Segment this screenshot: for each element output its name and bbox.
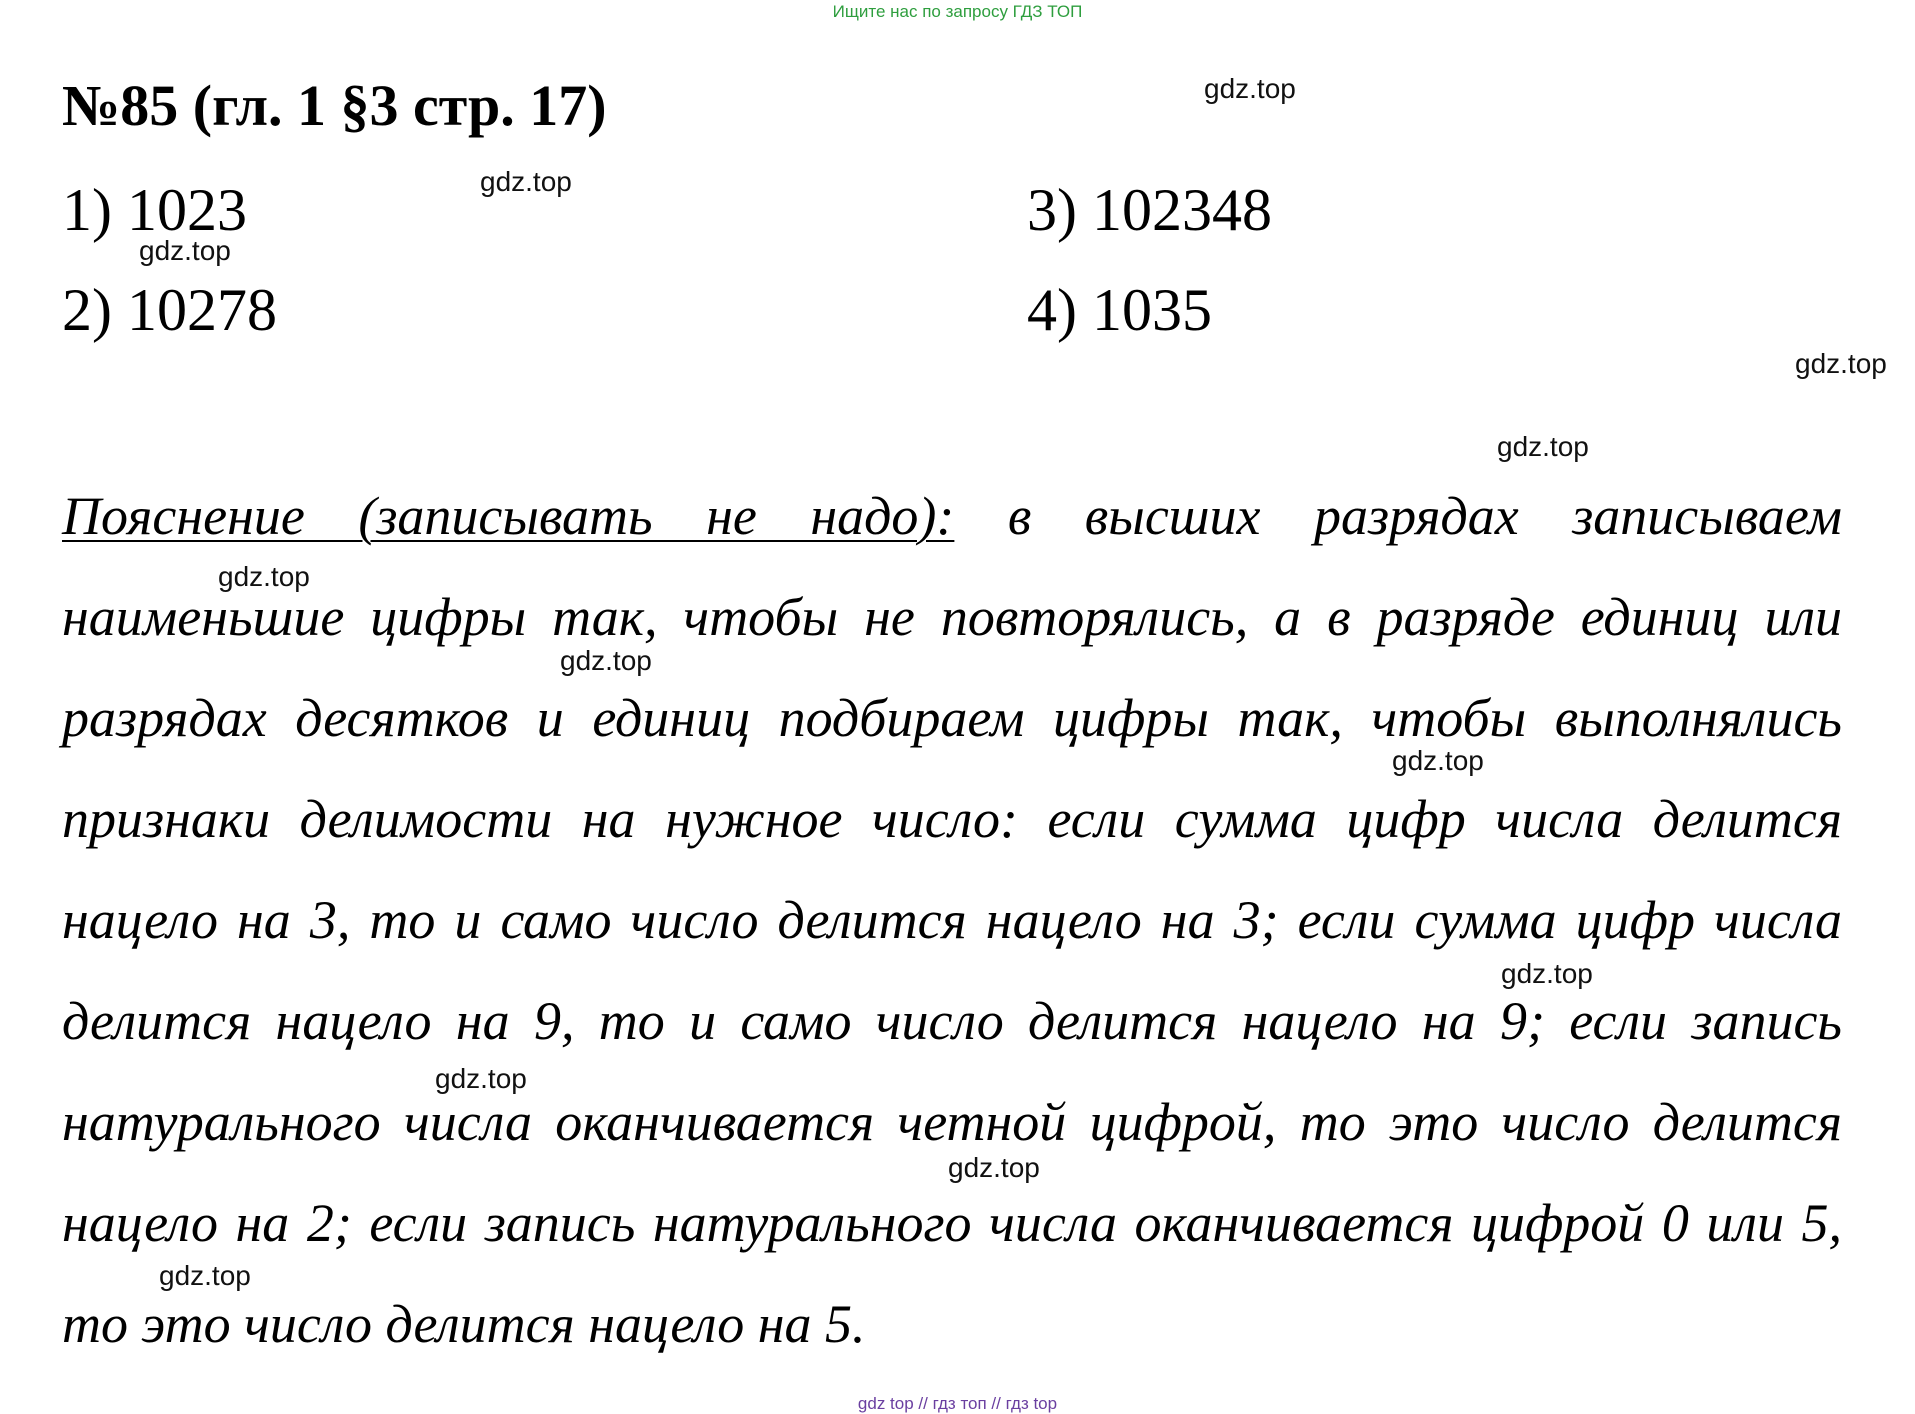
explanation-paragraph (62, 466, 1842, 1375)
watermark: gdz.top (139, 235, 231, 266)
watermark: gdz.top (480, 166, 572, 197)
watermark: gdz.top (159, 1260, 251, 1291)
watermark: gdz.top (1392, 745, 1484, 776)
answer-1: 1) 1023 (62, 177, 247, 243)
answer-4: 4) 1035 (1027, 277, 1212, 343)
watermark: gdz.top (435, 1063, 527, 1094)
watermark: gdz.top (1795, 348, 1887, 379)
explanation-label: Пояснение (записывать не надо): (62, 486, 955, 546)
footer: gdz top // гдз топ // гдз top (857, 1394, 1058, 1413)
watermark: gdz.top (948, 1152, 1040, 1183)
watermark: gdz.top (1204, 73, 1296, 104)
watermark: gdz.top (560, 645, 652, 676)
watermark: gdz.top (218, 561, 310, 592)
answer-2: 2) 10278 (62, 277, 277, 343)
watermark: gdz.top (1501, 958, 1593, 989)
explanation-text: в высших разрядах записываем наименьшие цифры так, чтобы не повторялись, а в разряде единиц или разрядах десятков и единиц подбираем цифры так, чтобы выполнялись признаки делимости на нужное число: если сумма цифр числа делится нацело на 3, то и само число делится нацело на 3; если сумма цифр числа делится нацело на 9, то и само число делится нацело на 9; если запись натурального числа оканчивается четной цифрой, то это число делится нацело на 2; если запись натурального числа оканчивается цифрой 0 или 5, то это число делится нацело на 5. (62, 486, 1842, 1354)
answer-3: 3) 102348 (1027, 177, 1272, 243)
watermark: gdz.top (1497, 431, 1589, 462)
page-title: №85 (гл. 1 §3 стр. 17) (62, 73, 607, 138)
top-banner: Ищите нас по запросу ГДЗ ТОП (832, 2, 1083, 21)
